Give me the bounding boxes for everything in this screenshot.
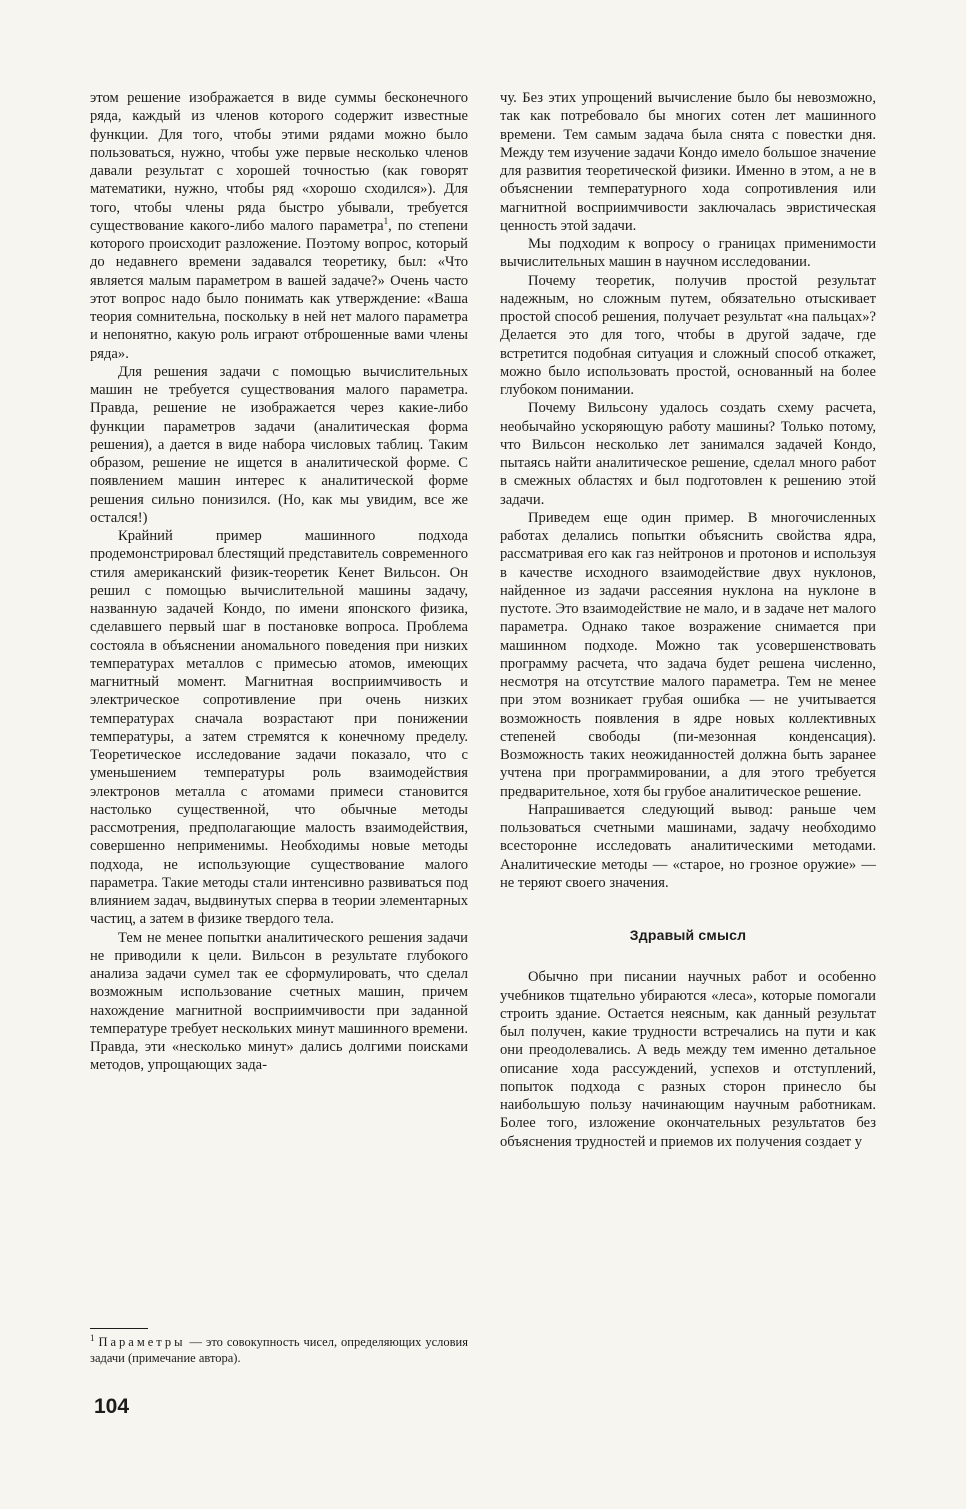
footnote xyxy=(90,1332,468,1366)
paragraph xyxy=(90,89,468,363)
paragraph: Почему Вильсону удалось создать схему расчета, необычайно ускоряющую работу машины? Только потому, что Вильсон несколько лет занимался задачей Кондо, пытаясь найти аналитическое решение, сделал много работ в смежных областях и был подготовлен к решению этой задачи. xyxy=(500,400,876,508)
paragraph: Тем не менее попытки аналитического решения задачи не приводили к цели. Вильсон в результате глубокого анализа задачи сумел так ее сформулировать, что сделал возможным использование счетных машин, причем нахождение магнитной восприимчивости при заданной температуре требует нескольких минут машинного времени. Правда, эти «несколько минут» дались долгими поисками методов, упрощающих зада- xyxy=(90,929,468,1074)
paragraph-text: , по степени которого происходит разложение. Поэтому вопрос, который до недавнего времени задавался теоретику, был: «Что является малым параметром в вашей задаче?» Очень часто этот вопрос надо было понимать как утверждение: «Ваша теория сомнительна, поскольку в ней нет малого параметра и непонятно, какую роль играют отброшенные вами члены ряда». xyxy=(90,217,468,362)
footnote-reference[interactable]: 1 xyxy=(383,215,389,226)
paragraph: Почему теоретик, получив простой результат надежным, но сложным путем, обязательно отыскивает простой способ решения, получает результат «на пальцах»? Делается это для того, чтобы в другой задаче, где встретится подобная ситуация и сложный способ откажет, можно было использовать простой, основанный на более глубоком понимании. xyxy=(500,272,876,398)
footnote-text: — это совокупность чисел, определяющих условия задачи (примечание автора). xyxy=(90,1335,468,1365)
section-heading: Здравый смысл xyxy=(629,927,747,943)
right-column xyxy=(500,89,876,1151)
footnote-divider xyxy=(90,1328,148,1329)
page-number: 104 xyxy=(94,1395,130,1418)
paragraph: Обычно при писании научных работ и особенно учебников тщательно убираются «леса», которые помогали строить здание. Остается неясным, как данный результат был получен, какие трудности встречались на пути и как они преодолевались. А ведь между тем именно детальное описание хода рассуждений, успехов и отступлений, попыток подхода с разных сторон принесло бы наибольшую пользу начинающим научным работникам. Более того, изложение окончательных результатов без объяснения трудностей и приемов их получения создает у xyxy=(500,969,876,1150)
paragraph: Напрашивается следующий вывод: раньше чем пользоваться счетными машинами, задачу необходимо всесторонне исследовать аналитическими методами. Аналитические методы — «старое, но грозное оружие» — не теряют своего значения. xyxy=(500,801,876,891)
paragraph: Приведем еще один пример. В многочисленных работах делались попытки объяснить свойства ядра, рассматривая его как газ нейтронов и протонов и используя в качестве исходного взаимодействие двух нуклонов, найденное из задачи рассеяния нуклона на нуклоне в пустоте. Это взаимодействие не мало, и в задаче нет малого параметра. Однако такое возражение снимается при машинном подходе. Можно так усовершенствовать программу расчета, что задача будет решена численно, несмотря на отсутствие малого параметра. Тем не менее при этом возникает грубая ошибка — не учитывается возможность появления в ядре новых коллективных степеней свободы (пи-мезонная конденсация). Возможность таких неожиданностей должна быть заранее учтена при программировании, а для этого требуется предварительное, хотя бы грубое аналитическое решение. xyxy=(500,509,876,800)
footnote-term: Параметры xyxy=(98,1335,186,1349)
left-column xyxy=(90,89,468,1075)
footnote-mark: 1 xyxy=(90,1332,95,1343)
paragraph: чу. Без этих упрощений вычисление было бы невозможно, так как потребовало бы многих сотен лет машинного времени. Тем самым задача была снята с повестки дня. Между тем изучение задачи Кондо имело большое значение для развития теоретической физики. Именно в этом, а не в объяснении температурного хода сопротивления или магнитной восприимчивости заключалась эвристическая ценность этой задачи. xyxy=(500,90,876,234)
paragraph: Мы подходим к вопросу о границах применимости вычислительных машин в научном исследовании. xyxy=(500,236,876,271)
paragraph: Для решения задачи с помощью вычислительных машин не требуется существования малого параметра. Правда, решение не изображается через какие-либо функции параметров задачи (аналитическая форма решения), а дается в виде набора числовых таблиц. Таким образом, решение не ищется в аналитической форме. С появлением машин интерес к аналитической форме решения сильно понизился. (Но, как мы увидим, все же остался!) xyxy=(90,363,468,526)
paragraph-text: этом решение изображается в виде суммы бесконечного ряда, каждый из членов которого содержит известные функции. Для того, чтобы этими рядами можно было пользоваться, нужно, чтобы уже первые несколько членов давали результат с хорошей точностью (как говорят математики, нужно, чтобы ряд «хорошо сходился»). Для того, чтобы члены ряда быстро убывали, требуется существование какого-либо малого параметра xyxy=(90,90,468,234)
paragraph: Крайний пример машинного подхода продемонстрировал блестящий представитель современного стиля американский физик-теоретик Кенет Вильсон. Он решил с помощью вычислительной машины задачу, названную задачей Кондо, по имени японского физика, сделавшего первый шаг в постановке вопроса. Проблема состояла в объяснении аномального поведения при низких температурах металлов с примесью атомов, имеющих магнитный момент. Магнитная восприимчивость и электрическое сопротивление при очень низких температурах сначала возрастают при понижении температуры, а затем стремятся к конечному пределу. Теоретическое исследование задачи показало, что с уменьшением температуры роль взаимодействия электронов металла с атомами примеси становится настолько существенной, что обычные методы рассмотрения, предполагающие малость взаимодействия, совершенно неприменимы. Необходимы новые методы подхода, не использующие существование малого параметра. Такие методы стали интенсивно развиваться под влиянием задач, выдвинутых сперва в теории элементарных частиц, а затем в физике твердого тела. xyxy=(90,528,468,928)
